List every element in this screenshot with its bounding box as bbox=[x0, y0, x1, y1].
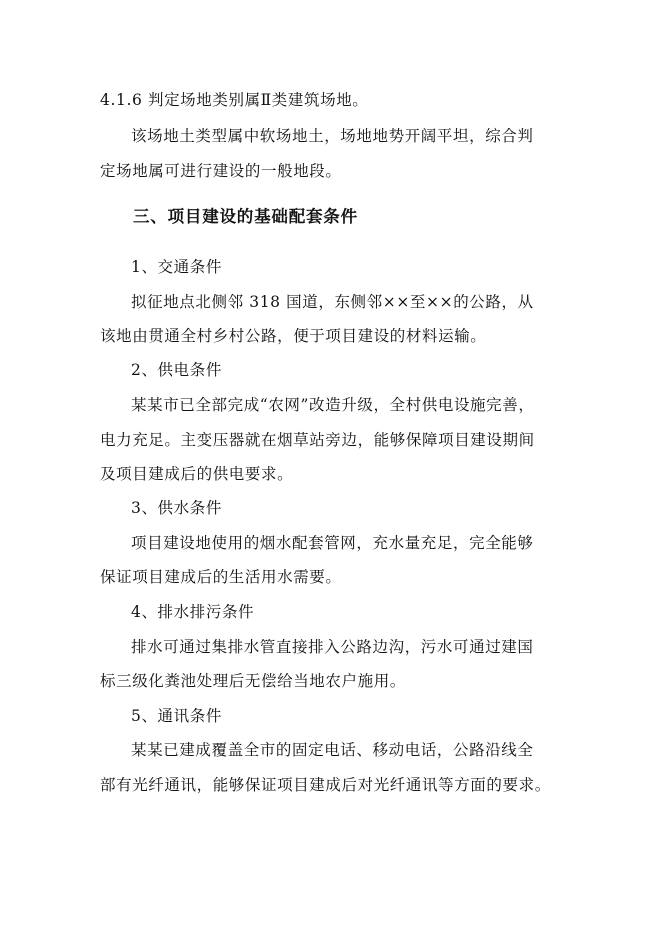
drainage-line-1: 排水可通过集排水管直接排入公路边沟，污水可通过建国 bbox=[131, 638, 534, 656]
clause-4-1-6: 4.1.6 判定场地类别属Ⅱ类建筑场地。 bbox=[100, 91, 369, 109]
drainage-title: 4、排水排污条件 bbox=[131, 603, 255, 621]
water-title: 3、供水条件 bbox=[131, 499, 222, 517]
drainage-line-2: 标三级化粪池处理后无偿给当地农户施用。 bbox=[100, 672, 406, 690]
site-desc-line-2: 定场地属可进行建设的一般地段。 bbox=[100, 162, 342, 180]
traffic-line-2: 该地由贯通全村乡村公路，便于项目建设的材料运输。 bbox=[100, 327, 487, 345]
power-title: 2、供电条件 bbox=[131, 361, 222, 379]
power-line-3: 及项目建成后的供电要求。 bbox=[100, 465, 294, 483]
power-line-1: 某某市已全部完成“农网”改造升级，全村供电设施完善， bbox=[131, 396, 535, 414]
section-title: 三、项目建设的基础配套条件 bbox=[133, 207, 358, 226]
site-desc-line-1: 该场地土类型属中软场地土，场地地势开阔平坦，综合判 bbox=[131, 127, 534, 145]
power-line-2: 电力充足。主变压器就在烟草站旁边，能够保障项目建设期间 bbox=[100, 431, 535, 449]
traffic-title: 1、交通条件 bbox=[131, 258, 222, 276]
telecom-line-1: 某某已建成覆盖全市的固定电话、移动电话，公路沿线全 bbox=[131, 741, 534, 759]
water-line-2: 保证项目建成后的生活用水需要。 bbox=[100, 568, 342, 586]
telecom-line-2: 部有光纤通讯，能够保证项目建成后对光纤通讯等方面的要求。 bbox=[100, 776, 551, 794]
traffic-line-1: 拟征地点北侧邻 318 国道，东侧邻××至××的公路，从 bbox=[131, 293, 534, 311]
telecom-title: 5、通讯条件 bbox=[131, 707, 222, 725]
water-line-1: 项目建设地使用的烟水配套管网，充水量充足，完全能够 bbox=[131, 534, 534, 552]
